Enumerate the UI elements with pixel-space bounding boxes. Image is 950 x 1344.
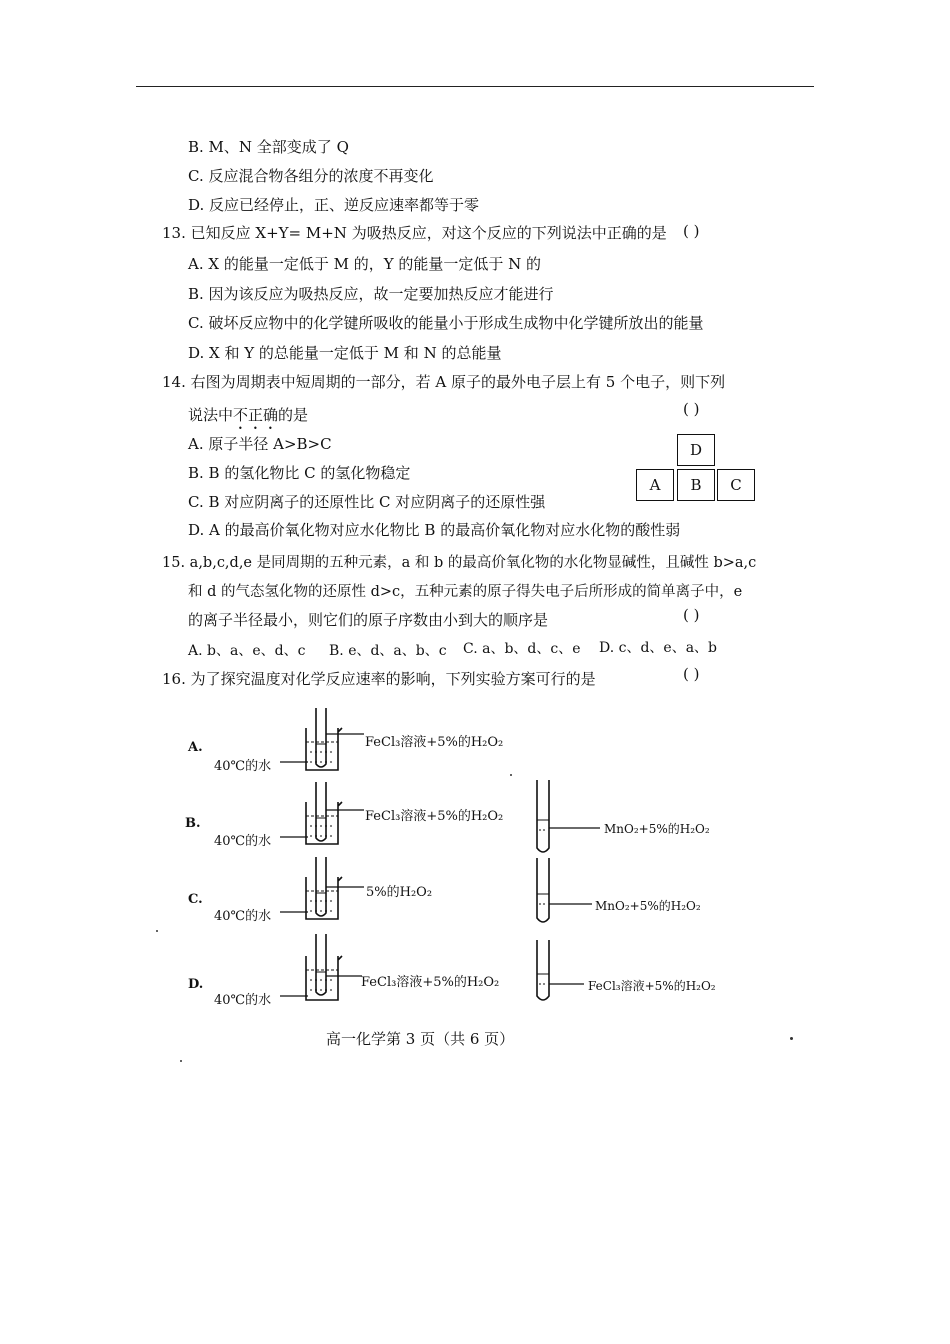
apparatus-a-letter: A. [188, 740, 203, 755]
q16-stem: 16. 为了探究温度对化学反应速率的影响，下列实验方案可行的是 [162, 670, 596, 688]
q12-option-c: C. 反应混合物各组分的浓度不再变化 [188, 167, 434, 185]
cell-a: A [636, 469, 674, 501]
periodic-table-fragment [636, 434, 756, 502]
apparatus-c-tube-label: MnO₂+5%的H₂O₂ [595, 899, 701, 913]
q15-option-b: B. e、d、a、b、c [329, 643, 447, 659]
apparatus-d-beaker-label: FeCl₃溶液+5%的H₂O₂ [361, 975, 500, 990]
header-rule [136, 86, 814, 87]
scan-speck [510, 774, 512, 776]
apparatus-b-beaker-label: FeCl₃溶液+5%的H₂O₂ [365, 809, 504, 824]
scan-speck [180, 1060, 182, 1062]
q15-answer-paren: ( ) [683, 606, 700, 624]
q15-stem: 15. a,b,c,d,e 是同周期的五种元素，a 和 b 的最高价氧化物的水化物显碱性，且碱性 b>a,c [162, 555, 757, 571]
apparatus-b-water-label: 40℃的水 [214, 834, 272, 849]
q12-option-b: B. M、N 全部变成了 Q [188, 138, 349, 156]
q15-stem-line2: 和 d 的气态氢化物的还原性 d>c，五种元素的原子得失电子后所形成的简单离子中，e [188, 584, 743, 600]
q14-option-b: B. B 的氢化物比 C 的氢化物稳定 [188, 464, 411, 482]
apparatus-d-water-label: 40℃的水 [214, 993, 272, 1008]
emphasized-not-correct: 不正确 [233, 406, 279, 424]
q14-answer-paren: ( ) [683, 400, 700, 418]
q15-stem-line3: 的离子半径最小，则它们的原子序数由小到大的顺序是 [188, 611, 549, 629]
test-tube-c [534, 858, 604, 938]
q12-option-d: D. 反应已经停止，正、逆反应速率都等于零 [188, 196, 480, 214]
q14-option-d: D. A 的最高价氧化物对应水化物比 B 的最高价氧化物对应水化物的酸性弱 [188, 521, 681, 539]
cell-c: C [717, 469, 755, 501]
q16-answer-paren: ( ) [683, 665, 700, 683]
apparatus-b-tube-label: MnO₂+5%的H₂O₂ [604, 822, 710, 836]
scan-speck [156, 930, 158, 932]
q14-stem-line2: 说法中不正确的是 [188, 406, 309, 424]
q14-stem: 14. 右图为周期表中短周期的一部分，若 A 原子的最外电子层上有 5 个电子，则下列 [162, 373, 726, 391]
apparatus-a-beaker-label: FeCl₃溶液+5%的H₂O₂ [365, 735, 504, 750]
apparatus-c-letter: C. [188, 892, 203, 907]
apparatus-c-water-label: 40℃的水 [214, 909, 272, 924]
apparatus-b-letter: B. [185, 816, 201, 831]
apparatus-c-beaker-label: 5%的H₂O₂ [366, 885, 433, 900]
beaker-apparatus-b [280, 782, 370, 852]
q13-option-b: B. 因为该反应为吸热反应，故一定要加热反应才能进行 [188, 285, 554, 303]
q13-answer-paren: ( ) [683, 222, 700, 240]
beaker-apparatus-c [280, 857, 370, 927]
q13-stem: 13. 已知反应 X+Y= M+N 为吸热反应，对这个反应的下列说法中正确的是 [162, 224, 667, 242]
q13-option-c: C. 破坏反应物中的化学键所吸收的能量小于形成生成物中化学键所放出的能量 [188, 314, 704, 332]
beaker-apparatus-d [280, 934, 370, 1006]
q14-option-a: A. 原子半径 A>B>C [188, 435, 332, 453]
q13-option-d: D. X 和 Y 的总能量一定低于 M 和 N 的总能量 [188, 344, 502, 362]
q14-option-c: C. B 对应阴离子的还原性比 C 对应阴离子的还原性强 [188, 493, 546, 511]
apparatus-d-letter: D. [188, 977, 204, 992]
test-tube-b [534, 780, 604, 860]
q15-option-c: C. a、b、d、c、e [463, 641, 581, 657]
apparatus-d-tube-label: FeCl₃溶液+5%的H₂O₂ [588, 979, 716, 993]
beaker-apparatus-a [280, 708, 370, 778]
q15-option-d: D. c、d、e、a、b [599, 640, 718, 656]
apparatus-a-water-label: 40℃的水 [214, 759, 272, 774]
q15-option-a: A. b、a、e、d、c [188, 643, 306, 659]
cell-b: B [677, 469, 715, 501]
page-footer: 高一化学第 3 页（共 6 页） [326, 1030, 515, 1048]
q13-option-a: A. X 的能量一定低于 M 的，Y 的能量一定低于 N 的 [188, 255, 542, 273]
scan-speck [790, 1037, 793, 1040]
cell-d: D [677, 434, 715, 466]
